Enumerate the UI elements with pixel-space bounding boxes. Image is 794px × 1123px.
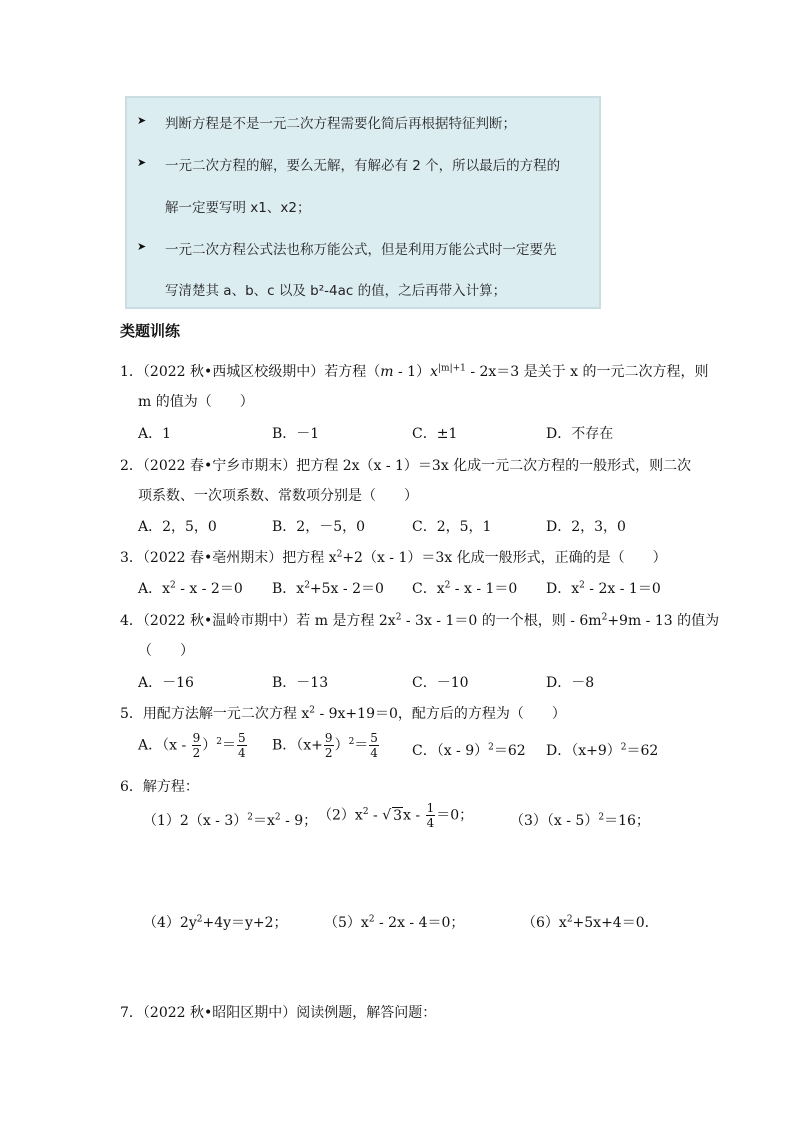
q4-option-c[interactable]: C．－10 [412,675,469,691]
arrow-bullet-icon: ➤ [137,114,147,127]
q3-option-a[interactable]: A．$x^2 - x - 2=0$ [138,580,243,597]
q6-part1: $(1)2(x - 3)^2=x^2 - 9$； [143,812,318,829]
q1-option-b[interactable]: B．－1 [272,426,320,442]
section-title: 类题训练 [120,322,181,340]
fraction: $\frac{5}{4}$ [370,731,378,760]
q2-option-b[interactable]: B．2，－5，0 [272,519,366,535]
q6-part3: （3）（x - 5）$^2$＝16； [510,812,650,829]
tip-text-3b: 写清楚其 a、b、c 以及 b²-4ac 的值，之后再带入计算； [165,283,507,299]
q5-option-b[interactable]: B．（x+ $\frac{9}{2}$ ）$^2$＝ $\frac{5}{4}$ [272,731,378,760]
fraction: $\frac{9}{2}$ [192,731,201,760]
q3-option-c[interactable]: C．$x^2 - x - 1=0$ [412,580,518,597]
q6-part2: $(2)x^2$ - √ 3x - $\frac{1}{4}$ ＝0； [318,801,474,830]
q2-option-d[interactable]: D．2，3，0 [546,519,626,535]
q7-line1: 7．（2022 秋•昭阳区期中）阅读例题，解答问题： [120,1005,437,1021]
arrow-bullet-icon: ➤ [137,156,147,169]
q3-option-d[interactable]: D．$x^2 - 2x - 1=0$ [546,580,661,597]
tip-text-2b: 解一定要写明 x1、x2； [165,200,311,216]
q5-option-c[interactable]: C．（x - 9）$^2$＝62 [412,742,526,759]
q1-option-d[interactable]: D．不存在 [546,426,614,442]
tip-text-3a: 一元二次方程公式法也称万能公式，但是利用万能公式时一定要先 [165,242,557,258]
q6-part6: $(6)x^2+5x+4=0$． [522,914,659,931]
q6-title: 6．解方程： [120,779,199,795]
q4-option-b[interactable]: B．－13 [272,675,329,691]
q6-part4: $(4)2y^2+4y=y+2$； [143,914,288,931]
q5-line1: 5．用配方法解一元二次方程 $x^2 - 9x+19=0$，配方后的方程为（ ） [120,705,566,722]
q1-option-a[interactable]: A．1 [138,426,172,442]
q5-option-a[interactable]: A．（x - $\frac{9}{2}$ ）$^2$＝ $\frac{5}{4}$ [138,731,246,760]
q3-option-b[interactable]: B．$x^2+5x - 2=0$ [272,580,384,597]
fraction: $\frac{9}{2}$ [324,731,333,760]
q2-option-c[interactable]: C．2，5，1 [412,519,492,535]
tip-box [125,96,601,309]
fraction: $\frac{5}{4}$ [238,731,246,760]
q2-line1: 2．（2022 春•宁乡市期末）把方程 2x（x - 1）＝3x 化成一元二次方程的一般形式，则二次 [120,458,692,474]
q5-option-d[interactable]: D．$(x+9)^2=62$ [546,742,659,759]
q3-line1: 3．（2022 春•亳州期末）把方程 $x^2+2(x - 1)=3x$ 化成一般形式，正确的是（ ） [120,549,667,566]
q2-option-a[interactable]: A．2，5，0 [138,519,217,535]
q4-option-d[interactable]: D．－8 [546,675,595,691]
q6-part5: $(5)x^2 - 2x - 4=0$； [324,914,465,931]
sqrt-sign: √ [382,807,392,824]
arrow-bullet-icon: ➤ [137,240,147,253]
q1-line1: 1．（2022 秋•西城区校级期中）若方程$(m - 1)x^{|m|+1} - 2x=3$ 是关于 x 的一元二次方程，则 [120,363,709,380]
q1-line2: m 的值为（ ） [138,394,254,410]
q4-line2: （ ） [138,643,194,659]
fraction: $\frac{1}{4}$ [426,801,435,830]
q4-line1: 4．（2022 秋•温岭市期中）若 m 是方程 $2x^2 - 3x - 1=0$ 的一个根，则 - $6m^2+9m - 13$ 的值为 [120,612,720,629]
q1-option-c[interactable]: C．±1 [412,426,458,442]
q2-line2: 项系数、一次项系数、常数项分别是（ ） [138,488,418,504]
tip-text-1: 判断方程是不是一元二次方程需要化简后再根据特征判断； [165,116,516,132]
q4-option-a[interactable]: A．－16 [138,675,194,691]
tip-text-2a: 一元二次方程的解，要么无解，有解必有 2 个，所以最后的方程的 [165,158,561,174]
